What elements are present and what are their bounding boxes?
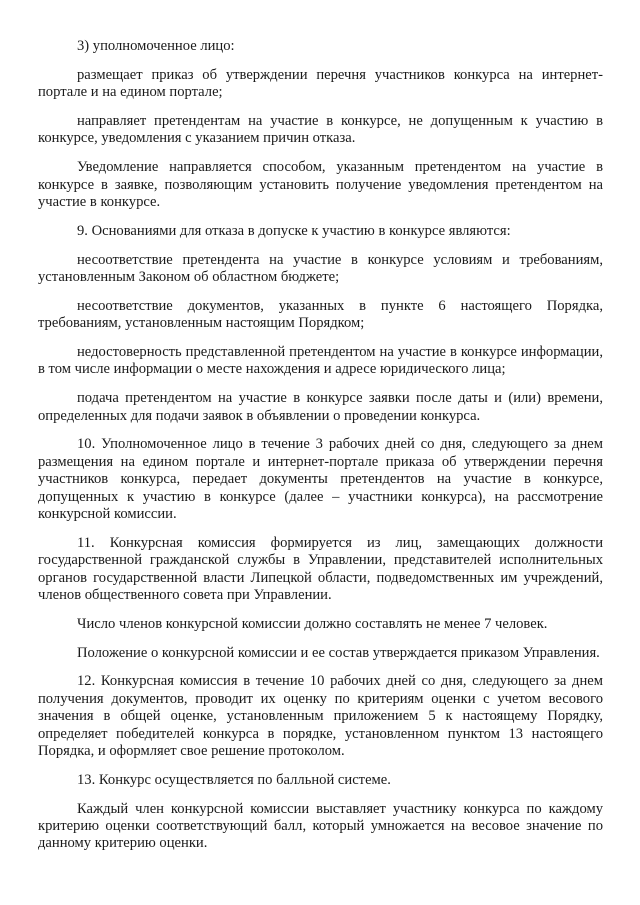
paragraph-commission-size: Число членов конкурсной комиссии должно составлять не менее 7 человек. xyxy=(77,615,548,632)
paragraph-section-10: 10. Уполномоченное лицо в течение 3 рабочих дней со дня, следующего за днем размещения на едином портале и интернет-портале приказа об утверждении перечня участников конкурса, передает документы претендентов на участие в конкурсе, допущенных к участию в конкурсе (далее – участники конкурса), на рассмотрение конкурсной комиссии. xyxy=(38,436,603,523)
paragraph-notice-method: Уведомление направляется способом, указанным претендентом на участие в конкурсе в заявке, позволяющим установить получение уведомления претендентом на участие в конкурсе. xyxy=(38,159,603,211)
paragraph-refusal-reason-2: несоответствие документов, указанных в пункте 6 настоящего Порядка, требованиям, установленным настоящим Порядком; xyxy=(38,297,603,332)
paragraph-section-11: 11. Конкурсная комиссия формируется из лиц, замещающих должности государственной гражданской службы в Управлении, представителей исполнительных органов государственной власти Липецкой области, подведомственных им учреждений, членов общественного совета при Управлении. xyxy=(38,534,603,604)
paragraph-section-9: 9. Основаниями для отказа в допуске к участию в конкурсе являются: xyxy=(77,222,511,239)
paragraph-section-13: 13. Конкурс осуществляется по балльной системе. xyxy=(77,771,391,788)
paragraph-publish-order: размещает приказ об утверждении перечня участников конкурса на интернет-портале и на едином портале; xyxy=(38,66,603,101)
paragraph-refusal-reason-4: подача претендентом на участие в конкурсе заявки после даты и (или) времени, определенных для подачи заявок в объявлении о проведении конкурса. xyxy=(38,390,603,424)
paragraph-refusal-reason-1: несоответствие претендента на участие в конкурсе условиям и требованиям, установленным Законом об областном бюджете; xyxy=(38,251,603,286)
document-page xyxy=(38,38,603,853)
paragraph-scoring: Каждый член конкурсной комиссии выставляет участнику конкурса по каждому критерию оценки соответствующий балл, который умножается на весовое значение по данному критерию оценки. xyxy=(38,800,603,852)
paragraph-item-3-authorized-person: 3) уполномоченное лицо: xyxy=(77,38,235,54)
paragraph-section-12: 12. Конкурсная комиссия в течение 10 рабочих дней со дня, следующего за днем получения документов, проводит их оценку по критериям оценки с учетом весового значения в общей оценке, установленным приложением 5 к настоящему Порядку, определяет победителей конкурса в порядке, установленном пунктом 13 настоящего Порядка, и оформляет свое решение протоколом. xyxy=(38,673,603,760)
paragraph-send-notices: направляет претендентам на участие в конкурсе, не допущенным к участию в конкурсе, уведомления с указанием причин отказа. xyxy=(38,113,603,147)
paragraph-refusal-reason-3: недостоверность представленной претендентом на участие в конкурсе информации, в том числе информации о месте нахождения и адресе юридического лица; xyxy=(38,344,603,378)
paragraph-commission-regulation: Положение о конкурсной комиссии и ее состав утверждается приказом Управления. xyxy=(77,644,600,661)
